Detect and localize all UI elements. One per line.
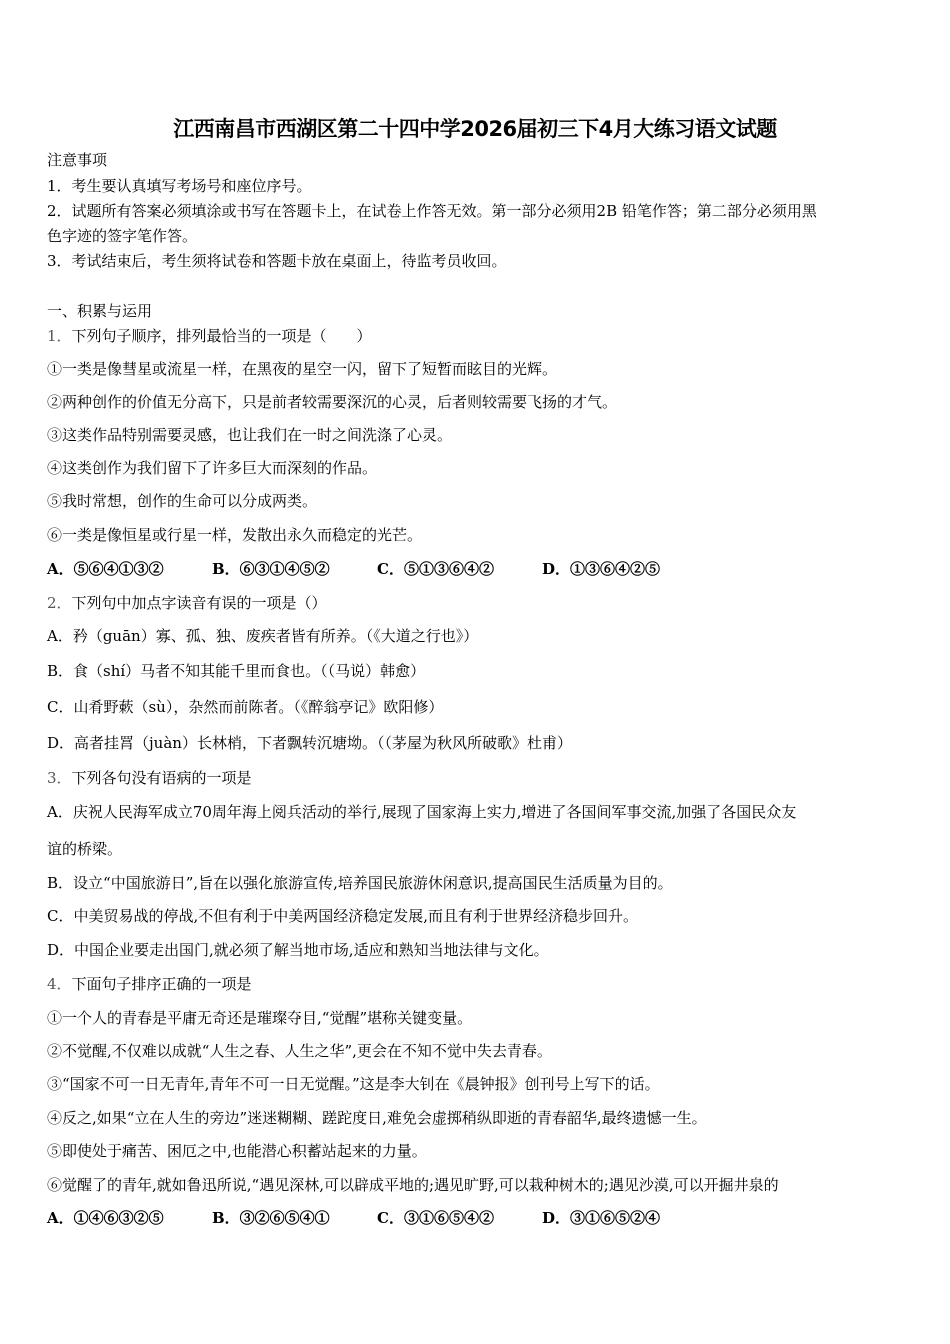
option-c: C．山肴野蔌（sù），杂然而前陈者。（《醉翁亭记》欧阳修） [47,698,444,716]
question-number: 4． [47,975,72,993]
question-number: 2． [47,594,72,612]
page-title: 江西南昌市西湖区第二十四中学2026届初三下4月大练习语文试题 [173,117,777,141]
option-a-cont: 谊的桥梁。 [47,840,123,858]
sentence: ④反之,如果“立在人生的旁边”迷迷糊糊、蹉跎度日,难免会虚掷稍纵即逝的青春韶华,最终遗憾一生。 [47,1109,707,1127]
option-a: A．庆祝人民海军成立70周年海上阅兵活动的举行,展现了国家海上实力,增进了各国间军事交流,加强了各国民众友 [47,803,797,821]
question-number: 3． [47,769,72,787]
question-3-stem [47,768,252,788]
option-c: C．中美贸易战的停战,不但有利于中美两国经济稳定发展,而且有利于世界经济稳步回升。 [47,907,639,925]
option-d: D．①③⑥④②⑤ [542,560,661,578]
option-a: A．①④⑥③②⑤ [47,1209,164,1227]
question-2-stem [47,593,327,613]
notice-item: 3．考试结束后，考生须将试卷和答题卡放在桌面上，待监考员收回。 [47,252,507,270]
option-a: A．⑤⑥④①③② [47,560,164,578]
option-b: B．食（shí）马者不知其能千里而食也。（（马说）韩愈） [47,662,426,680]
notice-heading: 注意事项 [47,151,108,169]
option-c: C．③①⑥⑤④② [377,1209,494,1227]
sentence: ③“国家不可一日无青年,青年不可一日无觉醒。”这是李大钊在《晨钟报》创刊号上写下的话。 [47,1075,660,1093]
option-a: A．矜（guān）寡、孤、独、废疾者皆有所养。（《大道之行也》） [47,627,479,645]
notice-item: 2．试题所有答案必须填涂或书写在答题卡上，在试卷上作答无效。第一部分必须用2B 铅笔作答；第二部分必须用黑 [47,202,817,220]
sentence: ①一个人的青春是平庸无奇还是璀璨夺目,“觉醒”堪称关键变量。 [47,1009,473,1027]
option-b: B．设立“中国旅游日”,旨在以强化旅游宣传,培养国民旅游休闲意识,提高国民生活质量为目的。 [47,874,673,892]
sentence: ④这类创作为我们留下了许多巨大而深刻的作品。 [47,459,378,477]
sentence: ③这类作品特别需要灵感，也让我们在一时之间洗涤了心灵。 [47,426,453,444]
question-number: 1． [47,327,72,345]
question-text: 下面句子排序正确的一项是 [71,975,252,993]
notice-item: 色字迹的签字笔作答。 [47,227,198,245]
question-text: 下列各句没有语病的一项是 [71,769,252,787]
option-b: B．③②⑥⑤④① [212,1209,330,1227]
notice-item: 1．考生要认真填写考场号和座位序号。 [47,177,312,195]
sentence: ⑥觉醒了的青年,就如鲁迅所说,“遇见深林,可以辟成平地的;遇见旷野,可以栽种树木的;遇见沙漠,可以开掘井泉的 [47,1176,779,1194]
question-text: 下列句子顺序，排列最恰当的一项是（ ） [71,327,372,345]
sentence: ②不觉醒,不仅难以成就“人生之春、人生之华”,更会在不知不觉中失去青春。 [47,1042,552,1060]
option-b: B．⑥③①④⑤② [212,560,330,578]
option-d: D．中国企业要走出国门,就必须了解当地市场,适应和熟知当地法律与文化。 [47,941,549,959]
sentence: ⑤即使处于痛苦、困厄之中,也能潜心积蓄站起来的力量。 [47,1142,427,1160]
sentence: ⑤我时常想，创作的生命可以分成两类。 [47,492,318,510]
option-c: C．⑤①③⑥④② [377,560,494,578]
option-d: D．③①⑥⑤②④ [542,1209,661,1227]
option-d: D．高者挂罥（juàn）长林梢，下者飘转沉塘坳。（（茅屋为秋风所破歌》杜甫） [47,734,572,752]
question-4-stem [47,974,252,994]
sentence: ⑥一类是像恒星或行星一样，发散出永久而稳定的光芒。 [47,526,423,544]
sentence: ①一类是像彗星或流星一样，在黑夜的星空一闪，留下了短暂而眩目的光辉。 [47,360,558,378]
sentence: ②两种创作的价值无分高下，只是前者较需要深沉的心灵，后者则较需要飞扬的才气。 [47,393,618,411]
question-1-stem [47,326,372,346]
question-text: 下列句中加点字读音有误的一项是（） [71,594,327,612]
section-heading: 一、积累与运用 [47,302,153,320]
